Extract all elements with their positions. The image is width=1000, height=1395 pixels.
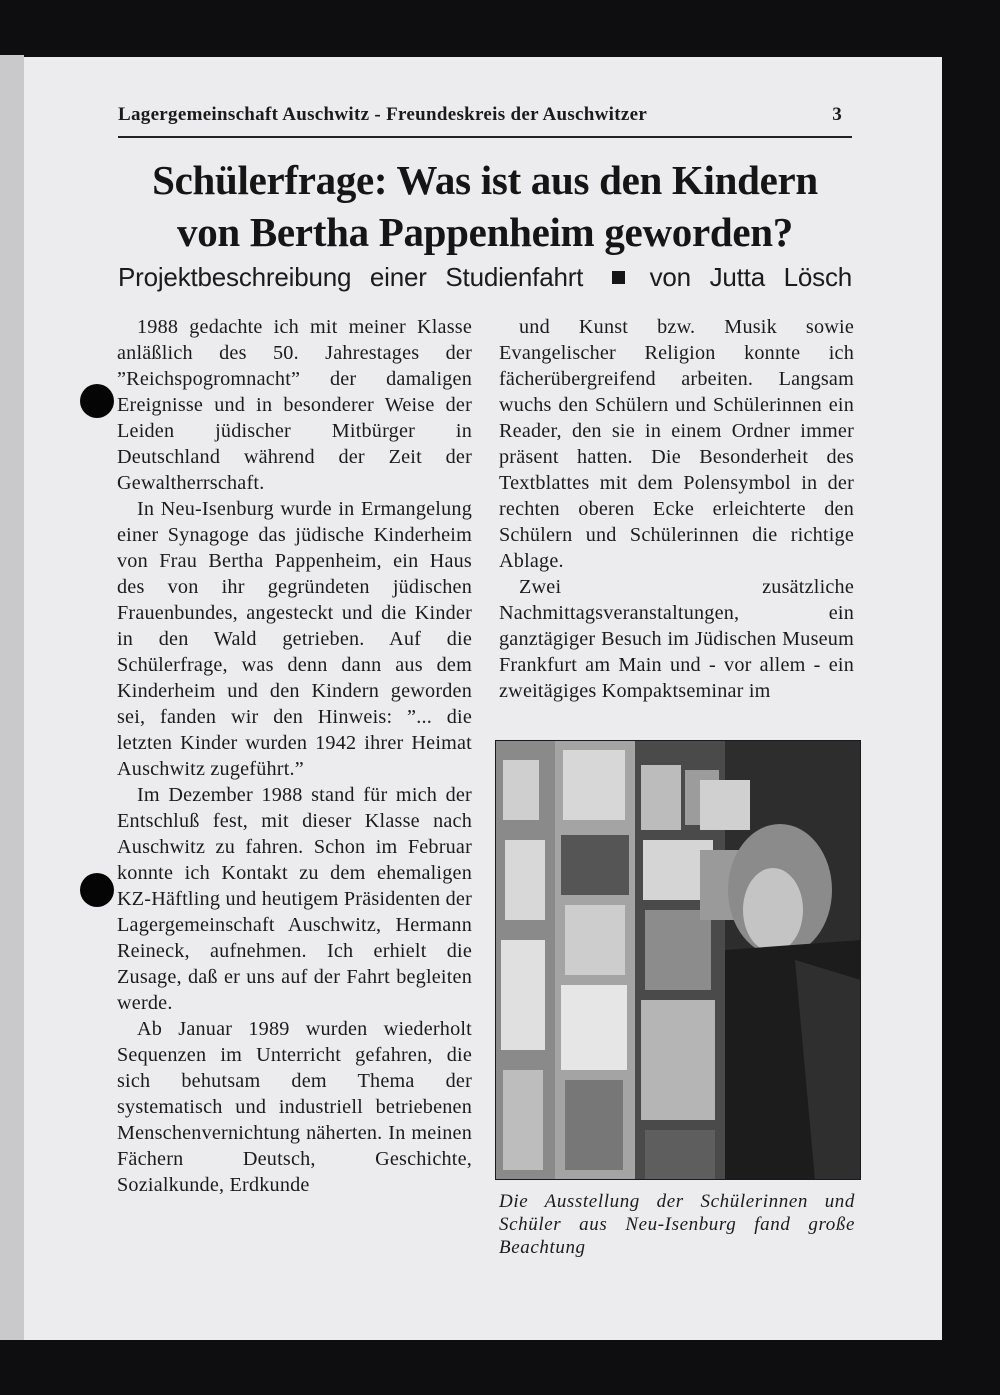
title-line: Schülerfrage: Was ist aus den Kindern [152,157,818,203]
page-number: 3 [832,104,842,125]
punch-hole [80,384,114,418]
header-publication-name: Lagergemeinschaft Auschwitz - Freundeskreis der Auschwitzer [118,104,648,125]
paragraph: Zwei zusätzliche Nachmittagsveranstaltungen, ein ganztägiger Besuch im Jüdischen Museum Frankfurt am Main und - vor allem - ein zweitägiges Kompaktseminar im [499,576,854,702]
text-column-right [499,314,854,704]
subtitle-text: Projektbeschreibung einer Studienfahrt [118,262,584,292]
article-title [118,154,852,258]
square-bullet-icon [612,271,625,284]
punch-hole [80,873,114,907]
photo-caption: Die Ausstellung der Schülerinnen und Schüler aus Neu-Isenburg fand große Beachtung [499,1191,855,1258]
paragraph: Ab Januar 1989 wurden wiederholt Sequenzen im Unterricht gefahren, die sich behutsam dem Thema der systematisch und industriell betriebenen Menschenvernichtung näherten. In meinen Fächern Deutsch, Geschichte, Sozialkunde, Erdkunde [117,1018,472,1196]
text-column-left [117,314,472,1198]
author-byline: von Jutta Lösch [649,262,853,292]
paragraph: 1988 gedachte ich mit meiner Klasse anläßlich des 50. Jahrestages der ”Reichspogromnacht” der damaligen Ereignisse und in besonderer Weise der Leiden jüdischer Mitbürger in Deutschland während der Zeit der Gewaltherrschaft. [117,316,472,494]
paragraph: Im Dezember 1988 stand für mich der Entschluß fest, mit dieser Klasse nach Auschwitz zu fahren. Schon im Februar konnte ich Kontakt zu dem ehemaligen KZ-Häftling und heutigem Präsidenten der Lagergemeinschaft Auschwitz, Hermann Reineck, aufnehmen. Ich erhielt die Zusage, daß er uns auf der Fahrt begleiten werde. [117,784,472,1014]
running-header [118,100,852,138]
paragraph: In Neu-Isenburg wurde in Ermangelung einer Synagoge das jüdische Kinderheim von Frau Bertha Pappenheim, ein Haus des von ihr gegründeten jüdischen Frauenbundes, angesteckt und die Kinder in den Wald getrieben. Auf die Schülerfrage, was denn dann aus dem Kinderheim und den Kindern geworden sei, fanden wir den Hinweis: ”... die letzten Kinder wurden 1942 ihrer Heimat Auschwitz zugeführt.” [117,498,472,780]
adjacent-page-edge [0,55,24,1340]
exhibition-photo [495,740,861,1180]
paragraph: und Kunst bzw. Musik sowie Evangelischer Religion konnte ich fächerübergreifend arbeiten. Langsam wuchs den Schülern und Schülerinnen ein Reader, den sie in einem Ordner immer präsent hatten. Die Besonderheit des Textblattes mit dem Polensymbol in der rechten oberen Ecke erleichterte den Schülern und Schülerinnen die richtige Ablage. [499,316,854,572]
title-line: von Bertha Pappenheim geworden? [177,209,793,255]
article-subtitle [118,262,852,298]
